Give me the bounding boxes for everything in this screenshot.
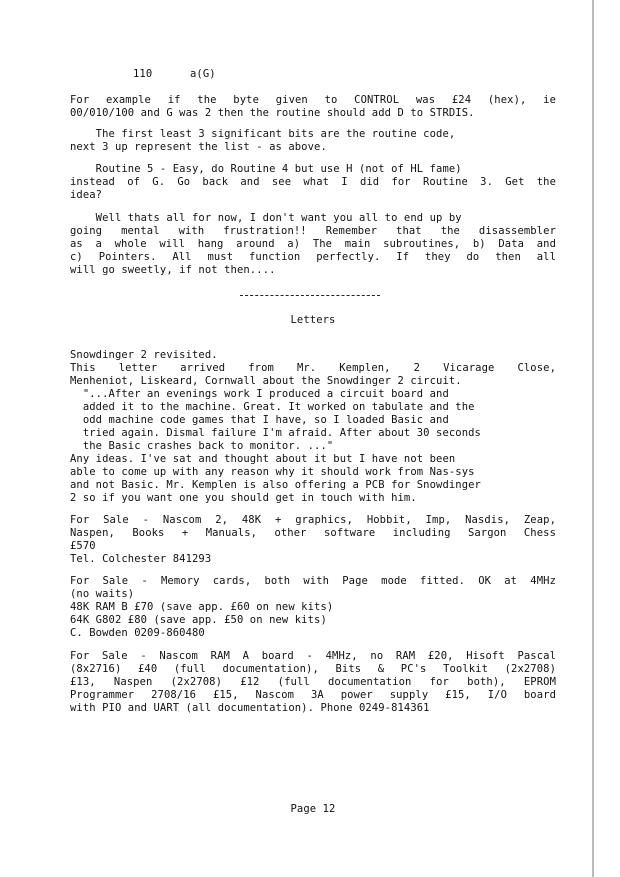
- letter-line: Any ideas. I've sat and thought about it but I have not been: [70, 453, 456, 465]
- letter-line: able to come up with any reason why it should work from Nas-sys: [70, 466, 475, 478]
- ad-line: Programmer 2708/16 £15, Nascom 3A power supply £15, I/O board: [70, 689, 556, 701]
- letter-line: tried again. Dismal failure I'm afraid. After about 30 seconds: [70, 427, 481, 439]
- text-line: The first least 3 significant bits are the routine code,: [70, 128, 456, 140]
- ad-line: £570: [70, 540, 96, 552]
- ad-line: For Sale - Nascom RAM A board - 4MHz, no RAM £20, Hisoft Pascal: [70, 650, 556, 662]
- header-register: a(G): [190, 68, 216, 80]
- ad-line: 64K G802 £80 (save app. £50 on new kits): [70, 614, 327, 626]
- ad-line: Naspen, Books + Manuals, other software including Sargon Chess: [70, 527, 556, 539]
- letter-line: Menheniot, Liskeard, Cornwall about the Snowdinger 2 circuit.: [70, 375, 462, 387]
- letter-line: odd machine code games that I have, so I loaded Basic and: [70, 414, 449, 426]
- text-line: next 3 up represent the list - as above.: [70, 141, 327, 153]
- text-line: c) Pointers. All must function perfectly. If they do then all: [70, 251, 556, 263]
- header-number: 110: [133, 68, 153, 80]
- ad-line: 48K RAM B £70 (save app. £60 on new kits): [70, 601, 334, 613]
- letter-line: the Basic crashes back to monitor. ...": [70, 440, 334, 452]
- letter-line: added it to the machine. Great. It worked on tabulate and the: [70, 401, 475, 413]
- ad-line: C. Bowden 0209-860480: [70, 627, 205, 639]
- letter-line: Snowdinger 2 revisited.: [70, 349, 218, 361]
- letter-line: "...After an evenings work I produced a circuit board and: [70, 388, 449, 400]
- text-line: idea?: [70, 189, 103, 201]
- ad-line: (8x2716) £40 (full documentation), Bits & PC's Toolkit (2x2708): [70, 663, 556, 675]
- text-line: Well thats all for now, I don't want you all to end up by: [70, 212, 462, 224]
- ad-line: Tel. Colchester 841293: [70, 553, 212, 565]
- section-divider: [240, 295, 380, 296]
- page-edge-shadow: [592, 0, 594, 877]
- ad-line: For Sale - Nascom 2, 48K + graphics, Hobbit, Imp, Nasdis, Zeap,: [70, 514, 556, 526]
- letter-line: This letter arrived from Mr. Kemplen, 2 Vicarage Close,: [70, 362, 556, 374]
- text-line: 00/010/100 and G was 2 then the routine should add D to STRDIS.: [70, 107, 475, 119]
- letter-line: and not Basic. Mr. Kemplen is also offering a PCB for Snowdinger: [70, 479, 481, 491]
- letter-line: 2 so if you want one you should get in touch with him.: [70, 492, 417, 504]
- text-line: will go sweetly, if not then....: [70, 264, 276, 276]
- page-number: Page 12: [290, 803, 336, 815]
- text-line: going mental with frustration!! Remember that the disassembler: [70, 225, 556, 237]
- ad-line: £13, Naspen (2x2708) £12 (full documentation for both), EPROM: [70, 676, 556, 688]
- ad-line: with PIO and UART (all documentation). Phone 0249-814361: [70, 702, 430, 714]
- text-line: For example if the byte given to CONTROL was £24 (hex), ie: [70, 94, 556, 106]
- text-line: as a whole will hang around a) The main subroutines, b) Data and: [70, 238, 556, 250]
- ad-line: (no waits): [70, 588, 135, 600]
- section-title: Letters: [290, 314, 336, 326]
- ad-line: For Sale - Memory cards, both with Page mode fitted. OK at 4MHz: [70, 575, 556, 587]
- text-line: instead of G. Go back and see what I did for Routine 3. Get the: [70, 176, 556, 188]
- text-line: Routine 5 - Easy, do Routine 4 but use H (not of HL fame): [70, 163, 462, 175]
